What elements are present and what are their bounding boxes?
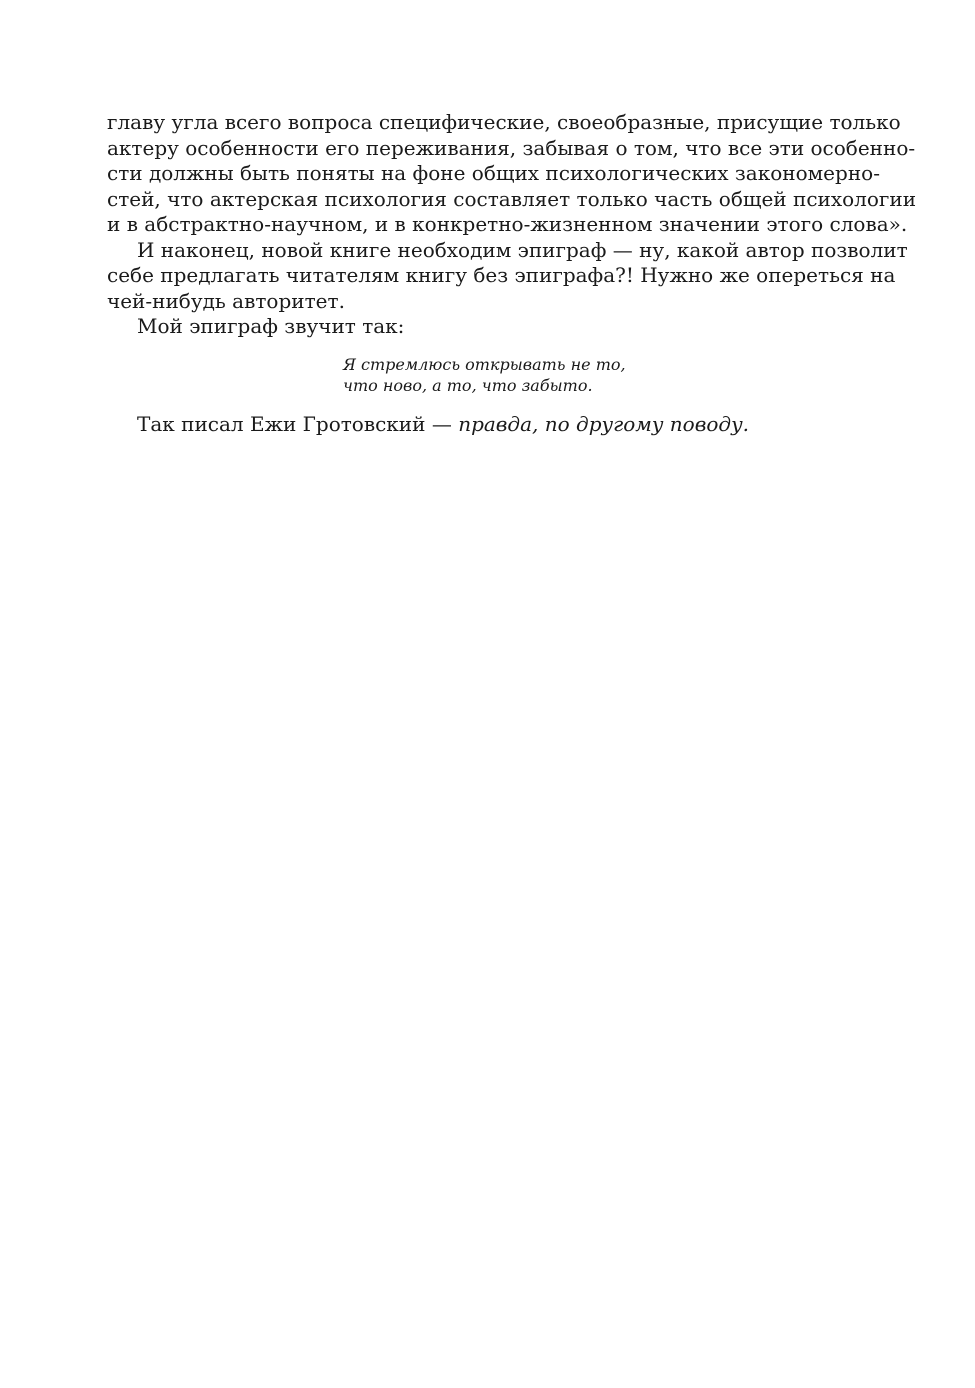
document-page — [107, 110, 917, 437]
paragraph-epigraph-lead — [107, 314, 875, 340]
epigraph-line: Я стремлюсь открывать не то, — [343, 354, 626, 374]
text-line: чей-нибудь авторитет. — [107, 288, 345, 313]
text-line: И наконец, новой книге необходим эпиграф — ну, какой автор позволит — [137, 237, 908, 262]
paragraph-continuation — [107, 110, 917, 238]
text-line: Мой эпиграф звучит так: — [137, 314, 405, 338]
closing-paragraph — [107, 412, 875, 438]
text-line: главу угла всего вопроса специфические, своеобразные, присущие только — [107, 110, 901, 134]
epigraph-line: что ново, а то, что забыто. — [343, 375, 593, 395]
text-line: себе предлагать читателям книгу без эпиграфа?! Нужно же опереться на — [107, 263, 896, 287]
text-line: стей, что актерская психология составляет только часть общей психологии — [107, 186, 917, 211]
closing-text: Так писал Ежи Гротовский — — [137, 411, 459, 436]
paragraph-epigraph-intro — [107, 237, 908, 315]
text-line: и в абстрактно-научном, и в конкретно-жизненном значении этого слова». — [107, 212, 908, 236]
epigraph-quote — [343, 354, 875, 396]
text-line: сти должны быть поняты на фоне общих психологических закономерно- — [107, 161, 880, 185]
text-line: актеру особенности его переживания, забывая о том, что все эти особенно- — [107, 135, 916, 160]
closing-italic-text: правда, по другому поводу. — [458, 411, 750, 436]
